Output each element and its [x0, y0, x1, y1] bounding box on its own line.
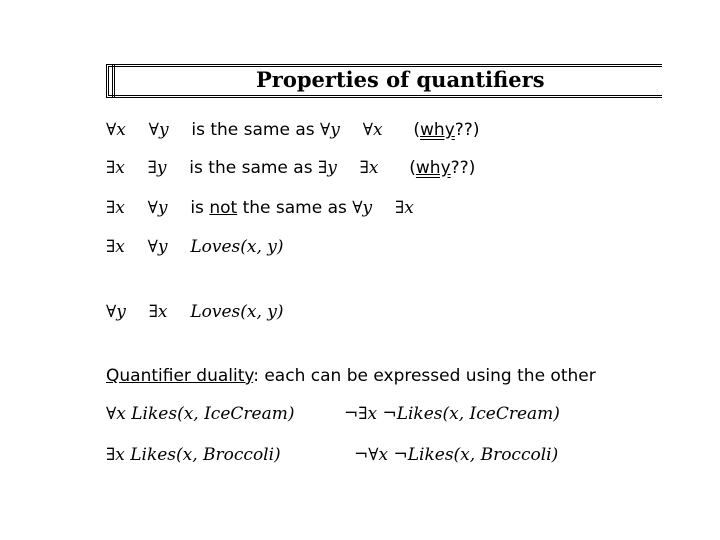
exists-symbol: ∃ [106, 158, 116, 178]
forall-symbol: ∀ [106, 120, 117, 140]
variable: x [116, 120, 126, 140]
question-marks: ??) [454, 120, 480, 140]
duality-formula-2 [106, 445, 558, 465]
variable: y [156, 158, 167, 178]
exists-symbol: ∃ [394, 198, 405, 218]
paren-open: ( [413, 120, 421, 140]
property-line-5 [106, 302, 284, 322]
exists-symbol: ∃ [106, 237, 116, 257]
variable: x [372, 120, 383, 140]
question-marks: ??) [450, 158, 476, 178]
variable: y [362, 198, 373, 218]
forall-symbol: ∀ [147, 237, 158, 257]
statement-text: the same as [242, 198, 347, 218]
variable: x [115, 237, 125, 257]
duality-description: : each can be expressed using the other [253, 366, 596, 386]
why-link: why [415, 158, 451, 178]
variable: x [115, 158, 125, 178]
exists-symbol: ∃ [148, 302, 158, 322]
forall-symbol: ∀ [320, 120, 331, 140]
title-box [106, 64, 666, 98]
statement-text: is the same as [189, 158, 313, 178]
forall-symbol: ∀ [148, 120, 159, 140]
duality-heading: Quantifier duality [106, 366, 254, 386]
not-emphasis: not [209, 198, 238, 218]
statement-text: is the same as [191, 120, 315, 140]
property-line-2 [106, 158, 475, 178]
variable: y [157, 237, 168, 257]
exists-symbol: ∃ [317, 158, 328, 178]
why-link: why [420, 120, 455, 140]
formula-right: ¬∃x ¬Likes(x, IceCream) [344, 404, 560, 424]
property-line-1 [106, 120, 479, 140]
predicate-args: (x, y) [240, 302, 284, 322]
property-line-4 [106, 237, 284, 257]
variable: y [157, 198, 168, 218]
statement-text: is [190, 198, 204, 218]
predicate: Loves [190, 302, 241, 322]
variable: y [330, 120, 340, 140]
duality-line [106, 366, 596, 386]
exists-symbol: ∃ [359, 158, 369, 178]
predicate-args: (x, y) [240, 237, 284, 257]
formula-left: ∃x Likes(x, Broccoli) [106, 445, 281, 465]
forall-symbol: ∀ [147, 198, 158, 218]
variable: y [158, 120, 169, 140]
variable: x [157, 302, 168, 322]
variable: y [327, 158, 337, 178]
forall-symbol: ∀ [362, 120, 373, 140]
forall-symbol: ∀ [352, 198, 363, 218]
variable: y [116, 302, 126, 322]
formula-left: ∀x Likes(x, IceCream) [106, 404, 295, 424]
slide-title: Properties of quantifiers [256, 67, 545, 92]
exists-symbol: ∃ [147, 158, 157, 178]
variable: x [115, 198, 125, 218]
exists-symbol: ∃ [106, 198, 116, 218]
property-line-3 [106, 198, 414, 218]
predicate: Loves [190, 237, 241, 257]
variable: x [404, 198, 414, 218]
duality-formula-1 [106, 404, 560, 424]
formula-right: ¬∀x ¬Likes(x, Broccoli) [354, 445, 559, 465]
paren-open: ( [409, 158, 416, 178]
forall-symbol: ∀ [106, 302, 117, 322]
variable: x [368, 158, 379, 178]
